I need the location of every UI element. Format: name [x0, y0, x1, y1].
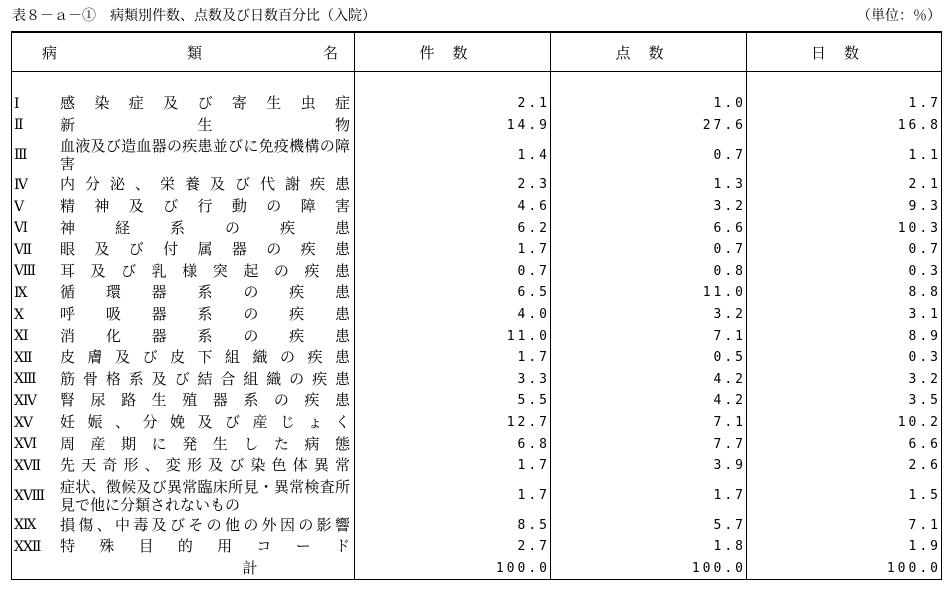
count-value: 12.7 [355, 412, 551, 434]
disease-label: 精神及び行動の障害 [60, 197, 350, 216]
disease-cell [12, 304, 355, 326]
count-value: 8.5 [355, 515, 551, 537]
points-value: 0.7 [551, 239, 747, 261]
points-value: 3.2 [551, 304, 747, 326]
disease-label: 循環器系の疾患 [60, 283, 350, 302]
points-value: 100.0 [551, 558, 747, 580]
disease-cell [12, 433, 355, 455]
days-value: 10.3 [747, 217, 942, 239]
count-value: 5.5 [355, 390, 551, 412]
table-row [12, 515, 942, 537]
points-value: 6.6 [551, 217, 747, 239]
chapter-number: Ⅸ [14, 284, 27, 301]
disease-label: 皮膚及び皮下組織の疾患 [60, 348, 350, 367]
count-value: 2.3 [355, 174, 551, 196]
chapter-number: ⅩⅢ [14, 371, 36, 388]
table-row [12, 196, 942, 218]
disease-label: 損傷、中毒及びその他の外因の影響 [60, 515, 350, 534]
table-row [12, 93, 942, 115]
disease-cell [12, 477, 355, 515]
count-value: 6.5 [355, 282, 551, 304]
disease-label: 特殊目的用コード [60, 537, 350, 556]
days-value: 2.6 [747, 455, 942, 477]
chapter-number: ⅩⅩⅡ [14, 538, 41, 555]
points-value: 0.8 [551, 261, 747, 283]
table-caption [12, 6, 941, 26]
count-value: 2.1 [355, 93, 551, 115]
points-value: 1.3 [551, 174, 747, 196]
chapter-number: ⅩⅥ [14, 436, 37, 453]
days-value: 100.0 [747, 558, 942, 580]
count-value: 1.7 [355, 477, 551, 515]
days-value: 0.3 [747, 347, 942, 369]
disease-cell [12, 136, 355, 174]
header-disease-name [12, 32, 355, 72]
chapter-number: Ⅴ [14, 198, 24, 215]
table-row [12, 536, 942, 558]
count-value: 3.3 [355, 369, 551, 391]
days-value: 0.7 [747, 239, 942, 261]
disease-cell [12, 455, 355, 477]
header-points: 点数 [551, 32, 747, 72]
days-value: 1.7 [747, 93, 942, 115]
count-value: 100.0 [355, 558, 551, 580]
days-value: 0.3 [747, 261, 942, 283]
table-row [12, 304, 942, 326]
count-value: 4.0 [355, 304, 551, 326]
table-title: 表８－ａ－① 病類別件数、点数及び日数百分比（入院） [12, 8, 376, 24]
days-value: 3.2 [747, 369, 942, 391]
disease-label: 先天奇形、変形及び染色体異常 [60, 456, 350, 475]
chapter-number: Ⅰ [14, 95, 19, 112]
count-value: 14.9 [355, 115, 551, 137]
table-row [12, 217, 942, 239]
points-value: 4.2 [551, 390, 747, 412]
days-value: 1.1 [747, 136, 942, 174]
statistics-table [11, 31, 942, 580]
disease-cell [12, 325, 355, 347]
days-value: 1.5 [747, 477, 942, 515]
chapter-number: ⅩⅧ [14, 487, 45, 504]
days-value: 7.1 [747, 515, 942, 537]
table-row [12, 369, 942, 391]
table-row [12, 136, 942, 174]
disease-cell [12, 174, 355, 196]
disease-label: 筋骨格系及び結合組織の疾患 [60, 369, 350, 388]
disease-label: 耳及び乳様突起の疾患 [60, 261, 350, 280]
disease-cell [12, 558, 355, 580]
header-name-char-2: 類 [187, 44, 203, 62]
count-value: 2.7 [355, 536, 551, 558]
days-value: 16.8 [747, 115, 942, 137]
disease-cell [12, 412, 355, 434]
table-row [12, 115, 942, 137]
count-value: 11.0 [355, 325, 551, 347]
chapter-number: ⅩⅣ [14, 392, 36, 409]
unit-note: （単位：％） [857, 8, 941, 24]
count-value: 4.6 [355, 196, 551, 218]
count-value: 6.8 [355, 433, 551, 455]
table-body [12, 72, 942, 580]
disease-cell [12, 115, 355, 137]
chapter-number: Ⅵ [14, 220, 28, 237]
disease-label: 感染症及び寄生虫症 [60, 94, 350, 113]
disease-label: 眼及び付属器の疾患 [60, 240, 350, 259]
points-value: 7.7 [551, 433, 747, 455]
disease-label: 呼吸器系の疾患 [60, 305, 350, 324]
table-row [12, 261, 942, 283]
disease-label: 消化器系の疾患 [60, 326, 350, 345]
days-value: 8.9 [747, 325, 942, 347]
days-value: 8.8 [747, 282, 942, 304]
points-value: 11.0 [551, 282, 747, 304]
days-value: 3.5 [747, 390, 942, 412]
disease-label: 症状、徴候及び異常臨床所見・異常検査所見で他に分類されないもの [60, 477, 350, 514]
disease-cell [12, 515, 355, 537]
table-row [12, 412, 942, 434]
table-row [12, 282, 942, 304]
chapter-number: Ⅲ [14, 147, 27, 164]
chapter-number: Ⅱ [14, 117, 23, 134]
header-name-char-1: 病 [42, 44, 58, 62]
points-value: 1.7 [551, 477, 747, 515]
count-value: 1.7 [355, 239, 551, 261]
disease-label: 妊娠、分娩及び産じょく [60, 413, 350, 432]
disease-label: 内分泌、栄養及び代謝疾患 [60, 175, 350, 194]
disease-label: 周産期に発生した病態 [60, 434, 350, 453]
header-days: 日数 [747, 32, 942, 72]
points-value: 7.1 [551, 412, 747, 434]
points-value: 0.5 [551, 347, 747, 369]
points-value: 3.9 [551, 455, 747, 477]
disease-cell [12, 282, 355, 304]
table-row [12, 477, 942, 515]
disease-cell [12, 196, 355, 218]
count-value: 6.2 [355, 217, 551, 239]
days-value: 6.6 [747, 433, 942, 455]
header-name-char-3: 名 [322, 44, 338, 62]
points-value: 4.2 [551, 369, 747, 391]
count-value: 1.4 [355, 136, 551, 174]
disease-cell [12, 536, 355, 558]
chapter-number: ⅩⅠ [14, 328, 28, 345]
points-value: 1.0 [551, 93, 747, 115]
table-row [12, 239, 942, 261]
days-value: 2.1 [747, 174, 942, 196]
count-value: 0.7 [355, 261, 551, 283]
chapter-number: Ⅹ [14, 306, 23, 323]
points-value: 7.1 [551, 325, 747, 347]
chapter-number: Ⅳ [14, 176, 27, 193]
header-count: 件数 [355, 32, 551, 72]
count-value: 1.7 [355, 455, 551, 477]
table-row [12, 455, 942, 477]
chapter-number: ⅩⅡ [14, 349, 32, 366]
chapter-number: Ⅷ [14, 263, 36, 280]
count-value: 1.7 [355, 347, 551, 369]
total-label: 計 [242, 558, 258, 577]
disease-label: 新生物 [60, 115, 350, 134]
points-value: 5.7 [551, 515, 747, 537]
disease-cell [12, 93, 355, 115]
disease-cell [12, 347, 355, 369]
points-value: 0.7 [551, 136, 747, 174]
days-value: 1.9 [747, 536, 942, 558]
table-row [12, 390, 942, 412]
points-value: 27.6 [551, 115, 747, 137]
points-value: 3.2 [551, 196, 747, 218]
chapter-number: ⅩⅨ [14, 517, 36, 534]
chapter-number: Ⅶ [14, 241, 32, 258]
disease-cell [12, 390, 355, 412]
disease-cell [12, 239, 355, 261]
disease-cell [12, 369, 355, 391]
table-row [12, 325, 942, 347]
total-row [12, 558, 942, 580]
disease-cell [12, 217, 355, 239]
points-value: 1.8 [551, 536, 747, 558]
days-value: 3.1 [747, 304, 942, 326]
header-row [12, 32, 942, 72]
days-value: 9.3 [747, 196, 942, 218]
spacer-row [12, 72, 942, 94]
chapter-number: ⅩⅦ [14, 457, 41, 474]
days-value: 10.2 [747, 412, 942, 434]
table-row [12, 174, 942, 196]
table-row [12, 433, 942, 455]
disease-label: 腎尿路生殖器系の疾患 [60, 391, 350, 410]
disease-cell [12, 261, 355, 283]
disease-label: 血液及び造血器の疾患並びに免疫機構の障害 [60, 137, 350, 174]
chapter-number: ⅩⅤ [14, 414, 33, 431]
table-row [12, 347, 942, 369]
disease-label: 神経系の疾患 [60, 218, 350, 237]
